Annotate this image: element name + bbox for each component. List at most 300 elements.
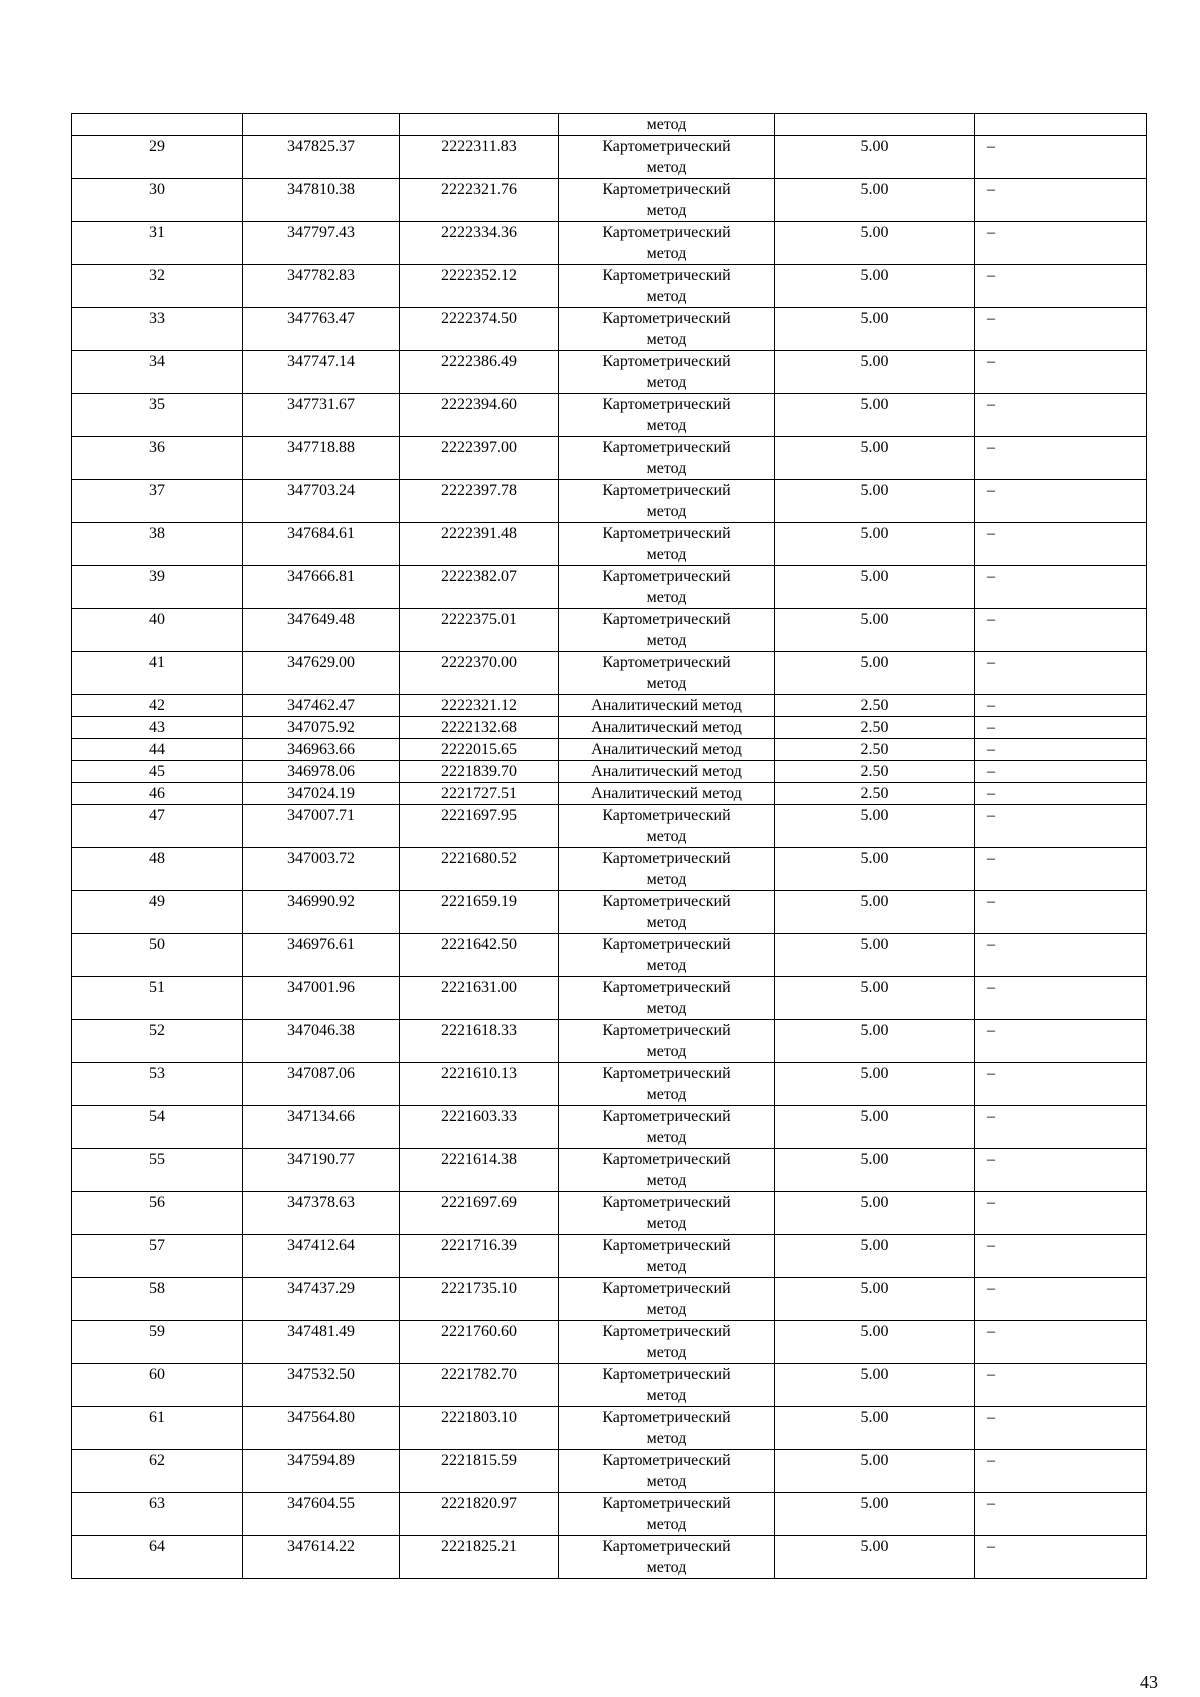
method-line-1: Аналитический метод	[591, 785, 742, 802]
cell-accuracy: 5.00	[775, 609, 975, 652]
cell-note: –	[975, 805, 1147, 848]
cell-y: 2222397.78	[400, 480, 559, 523]
cell-method	[559, 783, 775, 805]
cell-point-number: 36	[72, 437, 243, 480]
cell-point-number: 62	[72, 1450, 243, 1493]
cell-note: –	[975, 394, 1147, 437]
cell-note: –	[975, 1278, 1147, 1321]
method-line-1: Картометрический	[602, 1280, 731, 1297]
method-line-1: Картометрический	[602, 807, 731, 824]
cell-method	[559, 1149, 775, 1192]
cell-point-number: 35	[72, 394, 243, 437]
method-line-1: Картометрический	[602, 267, 731, 284]
table-row	[72, 609, 1147, 652]
cell-note: –	[975, 977, 1147, 1020]
cell-x: 347684.61	[243, 523, 400, 566]
method-line-2: метод	[646, 374, 687, 391]
cell-accuracy: 5.00	[775, 1063, 975, 1106]
cell-accuracy: 5.00	[775, 1149, 975, 1192]
method-line-1: Аналитический метод	[591, 741, 742, 758]
table-row	[72, 652, 1147, 695]
method-line-2: метод	[646, 1000, 687, 1017]
cell-point-number: 45	[72, 761, 243, 783]
cell-note: –	[975, 1364, 1147, 1407]
cell-x: 347462.47	[243, 695, 400, 717]
cell-method	[559, 891, 775, 934]
cell-point-number: 57	[72, 1235, 243, 1278]
cell-method	[559, 1106, 775, 1149]
table-row	[72, 739, 1147, 761]
cell-x: 347378.63	[243, 1192, 400, 1235]
cell-method	[559, 179, 775, 222]
method-line-1: Картометрический	[602, 181, 731, 198]
table-row	[72, 437, 1147, 480]
method-line-2: метод	[646, 1387, 687, 1404]
cell-method	[559, 1278, 775, 1321]
cell-note: –	[975, 1493, 1147, 1536]
cell-y: 2222375.01	[400, 609, 559, 652]
cell-y: 2221697.95	[400, 805, 559, 848]
cell-y: 2222397.00	[400, 437, 559, 480]
cell-point-number: 44	[72, 739, 243, 761]
cell-x: 347797.43	[243, 222, 400, 265]
table-row	[72, 308, 1147, 351]
method-line-2: метод	[646, 1301, 687, 1318]
cell-x: 347594.89	[243, 1450, 400, 1493]
cell-y: 2222334.36	[400, 222, 559, 265]
table-row	[72, 1407, 1147, 1450]
cell-accuracy: 5.00	[775, 136, 975, 179]
cell-point-number: 49	[72, 891, 243, 934]
cell-note: –	[975, 1106, 1147, 1149]
cell-note: –	[975, 891, 1147, 934]
cell-accuracy: 5.00	[775, 1407, 975, 1450]
cell-note: –	[975, 1020, 1147, 1063]
cell-note: –	[975, 609, 1147, 652]
cell-x: 347747.14	[243, 351, 400, 394]
table-row	[72, 805, 1147, 848]
cell-note: –	[975, 1450, 1147, 1493]
method-line-1: Картометрический	[602, 1151, 731, 1168]
cell-accuracy: 2.50	[775, 717, 975, 739]
cell-y: 2221727.51	[400, 783, 559, 805]
cell-y: 2221815.59	[400, 1450, 559, 1493]
cell-y: 2222015.65	[400, 739, 559, 761]
cell-method	[559, 717, 775, 739]
cell-accuracy: 5.00	[775, 437, 975, 480]
cell-accuracy: 5.00	[775, 1364, 975, 1407]
method-line-1: Картометрический	[602, 439, 731, 456]
method-line-1: Картометрический	[602, 850, 731, 867]
table-row	[72, 394, 1147, 437]
table-row	[72, 1106, 1147, 1149]
cell-y: 2222321.12	[400, 695, 559, 717]
cell-y: 2222386.49	[400, 351, 559, 394]
cell-note: –	[975, 652, 1147, 695]
cell-note: –	[975, 136, 1147, 179]
cell-y: 2221839.70	[400, 761, 559, 783]
table-row	[72, 222, 1147, 265]
table-row	[72, 566, 1147, 609]
table-row	[72, 1321, 1147, 1364]
cell-x: 347810.38	[243, 179, 400, 222]
coordinates-table	[71, 113, 1147, 1579]
method-line-2: метод	[646, 1344, 687, 1361]
cell-method	[559, 1063, 775, 1106]
cell-method	[559, 523, 775, 566]
cell-point-number: 34	[72, 351, 243, 394]
cell-x: 347007.71	[243, 805, 400, 848]
cell-note	[975, 114, 1147, 136]
method-line-2: метод	[646, 1516, 687, 1533]
cell-x: 347003.72	[243, 848, 400, 891]
cell-note: –	[975, 695, 1147, 717]
method-line-1: Картометрический	[602, 224, 731, 241]
method-line-1: Картометрический	[602, 893, 731, 910]
method-line-1: Картометрический	[602, 310, 731, 327]
cell-x: 347075.92	[243, 717, 400, 739]
cell-x: 346976.61	[243, 934, 400, 977]
cell-method	[559, 1364, 775, 1407]
method-line-1: Картометрический	[602, 138, 731, 155]
method-line-1: Аналитический метод	[591, 697, 742, 714]
method-line-2: метод	[646, 871, 687, 888]
cell-method	[559, 848, 775, 891]
cell-accuracy: 5.00	[775, 308, 975, 351]
method-line-1: Картометрический	[602, 1409, 731, 1426]
cell-note: –	[975, 1192, 1147, 1235]
table-row	[72, 1536, 1147, 1579]
cell-note: –	[975, 1235, 1147, 1278]
cell-point-number: 59	[72, 1321, 243, 1364]
method-line-2: метод	[646, 1086, 687, 1103]
cell-point-number: 55	[72, 1149, 243, 1192]
method-line-1: Картометрический	[602, 1366, 731, 1383]
cell-point-number: 29	[72, 136, 243, 179]
cell-y: 2221782.70	[400, 1364, 559, 1407]
cell-x: 347763.47	[243, 308, 400, 351]
cell-x: 347649.48	[243, 609, 400, 652]
table-row	[72, 977, 1147, 1020]
method-line-2: метод	[646, 546, 687, 563]
table-row	[72, 783, 1147, 805]
method-line-2: метод	[646, 159, 687, 176]
cell-method	[559, 761, 775, 783]
cell-point-number: 40	[72, 609, 243, 652]
method-line-1: Картометрический	[602, 1323, 731, 1340]
method-line-2: метод	[646, 331, 687, 348]
table-row	[72, 1235, 1147, 1278]
cell-method	[559, 136, 775, 179]
table-row	[72, 695, 1147, 717]
table-row	[72, 1020, 1147, 1063]
table-row	[72, 1149, 1147, 1192]
cell-point-number: 38	[72, 523, 243, 566]
method-line-2: метод	[646, 828, 687, 845]
method-line-1: Картометрический	[602, 1065, 731, 1082]
cell-y: 2221716.39	[400, 1235, 559, 1278]
cell-y: 2222321.76	[400, 179, 559, 222]
cell-method	[559, 934, 775, 977]
cell-point-number: 51	[72, 977, 243, 1020]
cell-method	[559, 394, 775, 437]
continuation-row	[72, 114, 1147, 136]
method-line-2: метод	[646, 1258, 687, 1275]
cell-x: 347481.49	[243, 1321, 400, 1364]
cell-accuracy: 5.00	[775, 1450, 975, 1493]
cell-method	[559, 1192, 775, 1235]
method-line-2: метод	[646, 245, 687, 262]
cell-y: 2221820.97	[400, 1493, 559, 1536]
method-line-1: Картометрический	[602, 979, 731, 996]
method-line-2: метод	[646, 957, 687, 974]
cell-note: –	[975, 566, 1147, 609]
cell-y: 2222132.68	[400, 717, 559, 739]
cell-accuracy: 5.00	[775, 977, 975, 1020]
cell-y: 2221642.50	[400, 934, 559, 977]
table-row	[72, 934, 1147, 977]
table-row	[72, 480, 1147, 523]
cell-method	[559, 480, 775, 523]
cell-accuracy: 5.00	[775, 805, 975, 848]
cell-x: 346990.92	[243, 891, 400, 934]
method-line-1: Картометрический	[602, 525, 731, 542]
cell-point-number: 30	[72, 179, 243, 222]
table-row	[72, 1192, 1147, 1235]
method-line-2: метод	[646, 675, 687, 692]
cell-method	[559, 1536, 775, 1579]
cell-x: 347703.24	[243, 480, 400, 523]
table-row	[72, 1063, 1147, 1106]
cell-point-number: 50	[72, 934, 243, 977]
cell-x: 347614.22	[243, 1536, 400, 1579]
cell-y	[400, 114, 559, 136]
method-line-1: Картометрический	[602, 1452, 731, 1469]
cell-x: 347629.00	[243, 652, 400, 695]
cell-accuracy: 5.00	[775, 1020, 975, 1063]
cell-point-number: 46	[72, 783, 243, 805]
method-line-1: Картометрический	[602, 568, 731, 585]
cell-accuracy: 5.00	[775, 1536, 975, 1579]
cell-accuracy: 5.00	[775, 480, 975, 523]
cell-accuracy: 5.00	[775, 1321, 975, 1364]
cell-note: –	[975, 265, 1147, 308]
table-row	[72, 717, 1147, 739]
cell-y: 2221680.52	[400, 848, 559, 891]
cell-method: метод	[559, 114, 775, 136]
cell-note: –	[975, 1063, 1147, 1106]
cell-note: –	[975, 934, 1147, 977]
cell-accuracy: 5.00	[775, 523, 975, 566]
method-line-1: Картометрический	[602, 396, 731, 413]
cell-note: –	[975, 523, 1147, 566]
method-line-1: Картометрический	[602, 1495, 731, 1512]
cell-accuracy: 2.50	[775, 695, 975, 717]
method-line-1: Картометрический	[602, 1022, 731, 1039]
cell-point-number: 39	[72, 566, 243, 609]
cell-y: 2222311.83	[400, 136, 559, 179]
method-line-1: Картометрический	[602, 1237, 731, 1254]
cell-note: –	[975, 1149, 1147, 1192]
cell-y: 2221803.10	[400, 1407, 559, 1450]
table-row	[72, 136, 1147, 179]
cell-note: –	[975, 739, 1147, 761]
cell-accuracy	[775, 114, 975, 136]
table-row	[72, 351, 1147, 394]
cell-note: –	[975, 761, 1147, 783]
table-row	[72, 1450, 1147, 1493]
cell-x: 346963.66	[243, 739, 400, 761]
cell-method	[559, 609, 775, 652]
cell-y: 2221618.33	[400, 1020, 559, 1063]
cell-accuracy: 5.00	[775, 934, 975, 977]
table-row	[72, 523, 1147, 566]
method-line-1: Картометрический	[602, 482, 731, 499]
cell-x: 347731.67	[243, 394, 400, 437]
cell-note: –	[975, 351, 1147, 394]
cell-note: –	[975, 1407, 1147, 1450]
method-line-2: метод	[646, 503, 687, 520]
method-line-2: метод	[646, 1559, 687, 1576]
cell-method	[559, 1407, 775, 1450]
table-row	[72, 1278, 1147, 1321]
cell-y: 2222374.50	[400, 308, 559, 351]
cell-x: 346978.06	[243, 761, 400, 783]
cell-x: 347532.50	[243, 1364, 400, 1407]
cell-accuracy: 5.00	[775, 891, 975, 934]
cell-y: 2222382.07	[400, 566, 559, 609]
table-row	[72, 265, 1147, 308]
cell-method	[559, 1450, 775, 1493]
cell-method	[559, 1493, 775, 1536]
cell-method	[559, 977, 775, 1020]
method-line-1: Картометрический	[602, 611, 731, 628]
method-line-1: Аналитический метод	[591, 763, 742, 780]
cell-point-number: 42	[72, 695, 243, 717]
cell-note: –	[975, 222, 1147, 265]
cell-x: 347412.64	[243, 1235, 400, 1278]
cell-y: 2221603.33	[400, 1106, 559, 1149]
cell-y: 2222352.12	[400, 265, 559, 308]
cell-point-number: 32	[72, 265, 243, 308]
cell-accuracy: 2.50	[775, 783, 975, 805]
cell-y: 2221631.00	[400, 977, 559, 1020]
method-line-1: Картометрический	[602, 1538, 731, 1555]
cell-note: –	[975, 308, 1147, 351]
cell-accuracy: 5.00	[775, 394, 975, 437]
cell-accuracy: 5.00	[775, 351, 975, 394]
cell-y: 2222394.60	[400, 394, 559, 437]
cell-accuracy: 5.00	[775, 179, 975, 222]
cell-point-number: 56	[72, 1192, 243, 1235]
method-line-1: Картометрический	[602, 353, 731, 370]
method-line-2: метод	[646, 914, 687, 931]
cell-x: 347564.80	[243, 1407, 400, 1450]
cell-note: –	[975, 783, 1147, 805]
cell-y: 2221614.38	[400, 1149, 559, 1192]
cell-x: 347046.38	[243, 1020, 400, 1063]
cell-point-number: 53	[72, 1063, 243, 1106]
cell-point-number: 58	[72, 1278, 243, 1321]
method-line-2: метод	[646, 288, 687, 305]
table-row	[72, 761, 1147, 783]
method-line-2: метод	[646, 632, 687, 649]
method-line-1: Картометрический	[602, 1194, 731, 1211]
cell-point-number: 61	[72, 1407, 243, 1450]
cell-accuracy: 5.00	[775, 652, 975, 695]
cell-point-number: 48	[72, 848, 243, 891]
cell-accuracy: 5.00	[775, 1278, 975, 1321]
method-line-2: метод	[646, 1430, 687, 1447]
cell-note: –	[975, 1321, 1147, 1364]
cell-point-number: 47	[72, 805, 243, 848]
method-line-2: метод	[646, 1215, 687, 1232]
cell-y: 2221735.10	[400, 1278, 559, 1321]
cell-note: –	[975, 179, 1147, 222]
cell-point-number	[72, 114, 243, 136]
method-line-2: метод	[646, 589, 687, 606]
cell-method	[559, 566, 775, 609]
cell-method	[559, 1020, 775, 1063]
cell-point-number: 64	[72, 1536, 243, 1579]
cell-accuracy: 5.00	[775, 222, 975, 265]
cell-accuracy: 5.00	[775, 1235, 975, 1278]
cell-x: 347604.55	[243, 1493, 400, 1536]
cell-x: 347001.96	[243, 977, 400, 1020]
cell-y: 2221659.19	[400, 891, 559, 934]
cell-method	[559, 652, 775, 695]
cell-note: –	[975, 437, 1147, 480]
cell-method	[559, 1321, 775, 1364]
cell-y: 2222391.48	[400, 523, 559, 566]
cell-x	[243, 114, 400, 136]
page-number: 43	[1140, 1672, 1158, 1692]
cell-x: 347024.19	[243, 783, 400, 805]
cell-point-number: 37	[72, 480, 243, 523]
method-line-2: метод	[646, 1172, 687, 1189]
cell-method	[559, 695, 775, 717]
cell-accuracy: 5.00	[775, 1493, 975, 1536]
cell-method	[559, 437, 775, 480]
cell-accuracy: 2.50	[775, 761, 975, 783]
method-line-2: метод	[646, 1043, 687, 1060]
cell-point-number: 31	[72, 222, 243, 265]
cell-note: –	[975, 1536, 1147, 1579]
cell-x: 347718.88	[243, 437, 400, 480]
cell-method	[559, 739, 775, 761]
table-row	[72, 848, 1147, 891]
cell-accuracy: 5.00	[775, 848, 975, 891]
cell-method	[559, 805, 775, 848]
cell-method	[559, 265, 775, 308]
method-line-2: метод	[646, 1129, 687, 1146]
cell-method	[559, 222, 775, 265]
method-line-2: метод	[646, 460, 687, 477]
cell-point-number: 60	[72, 1364, 243, 1407]
table-row	[72, 891, 1147, 934]
cell-method	[559, 308, 775, 351]
cell-x: 347190.77	[243, 1149, 400, 1192]
cell-point-number: 41	[72, 652, 243, 695]
table-row	[72, 1493, 1147, 1536]
method-line-1: Картометрический	[602, 654, 731, 671]
cell-y: 2221697.69	[400, 1192, 559, 1235]
cell-x: 347087.06	[243, 1063, 400, 1106]
cell-accuracy: 2.50	[775, 739, 975, 761]
method-line-2: метод	[646, 417, 687, 434]
cell-y: 2221610.13	[400, 1063, 559, 1106]
cell-note: –	[975, 480, 1147, 523]
